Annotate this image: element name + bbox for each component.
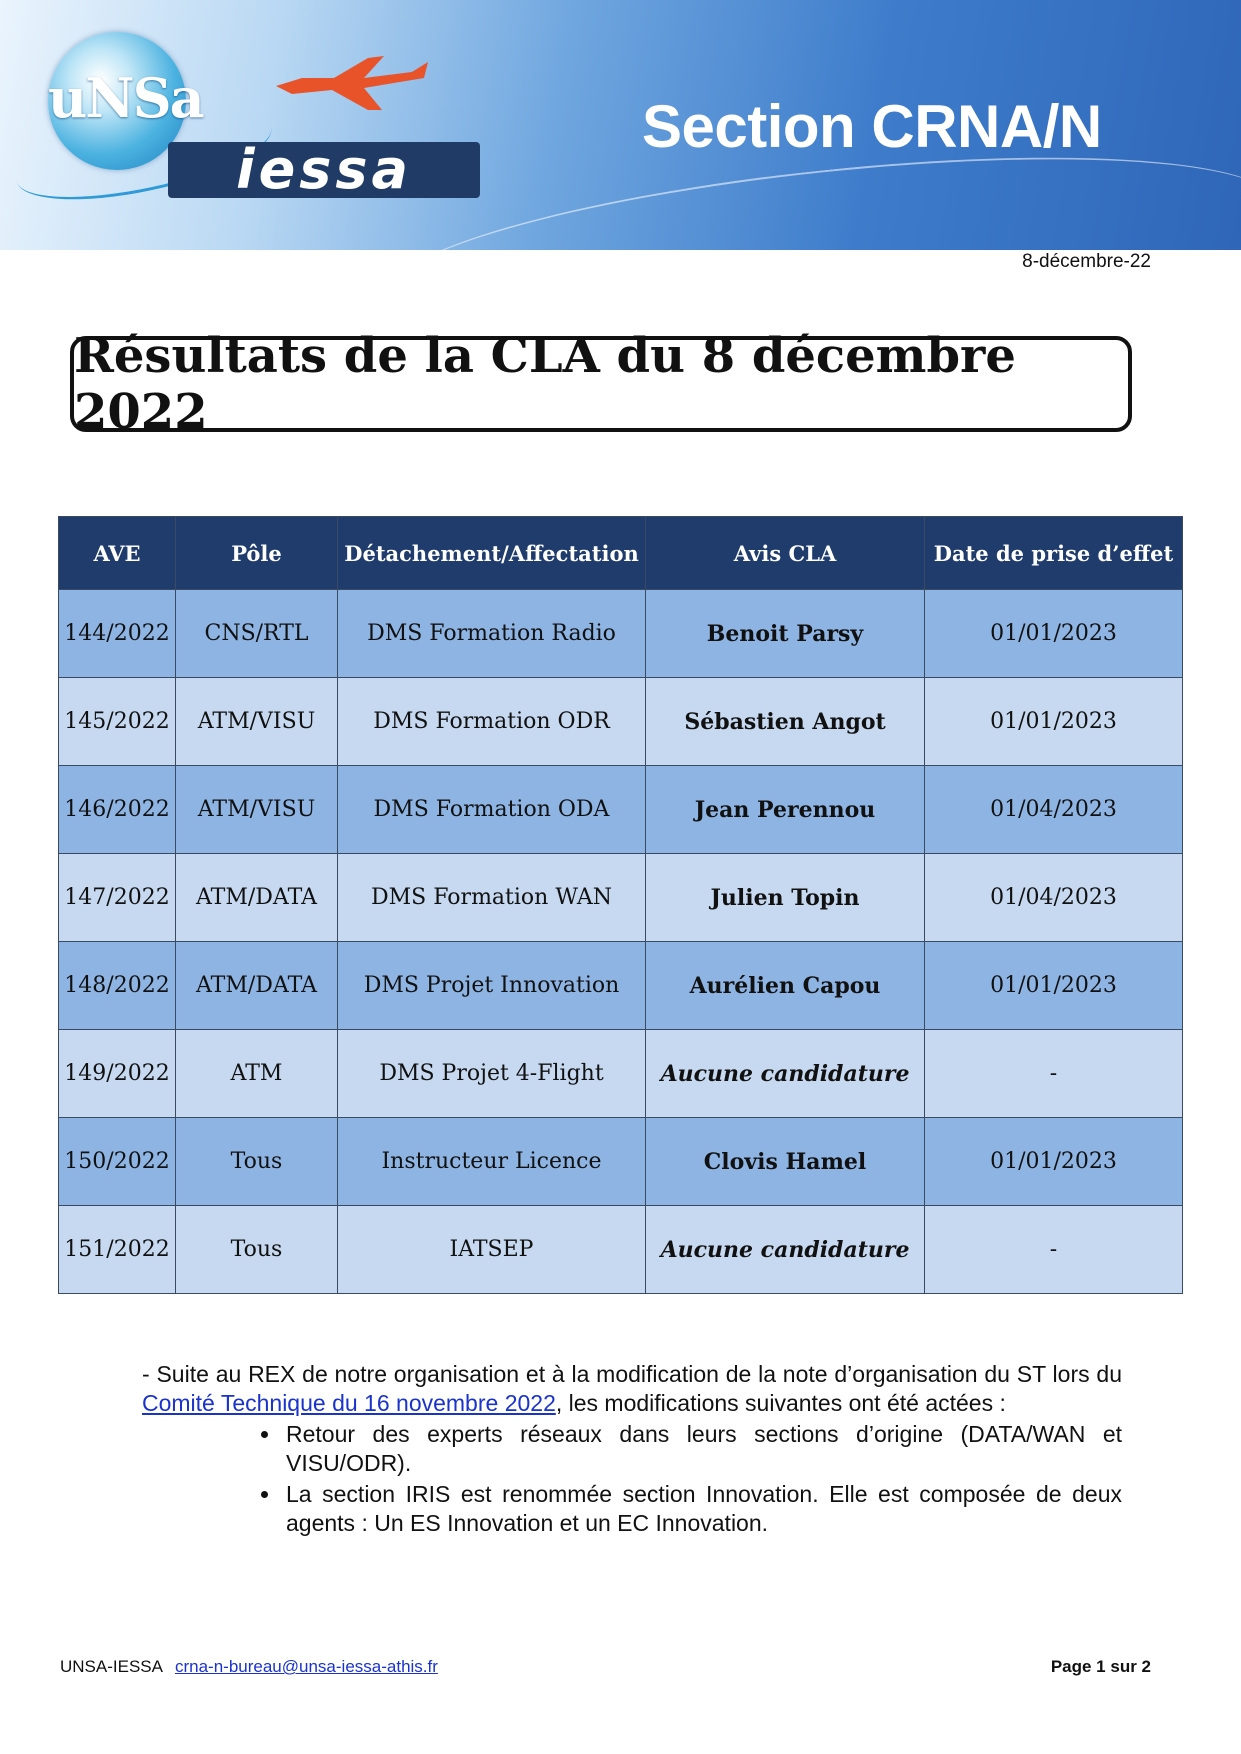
footer-org: UNSA-IESSA (60, 1657, 163, 1676)
column-header-pole: Pôle (176, 517, 338, 590)
cell-pole: ATM/VISU (176, 678, 338, 766)
footer-left (60, 1657, 438, 1677)
cell-date: 01/04/2023 (925, 766, 1183, 854)
document-title: Résultats de la CLA du 8 décembre 2022 (74, 328, 1016, 440)
cell-date: 01/01/2023 (925, 1118, 1183, 1206)
notes-intro-end: , les modifications suivantes ont été actées : (555, 1390, 1006, 1416)
cell-date: - (925, 1206, 1183, 1294)
table-row (59, 678, 1183, 766)
cell-poste: DMS Formation WAN (338, 854, 646, 942)
table-row (59, 1206, 1183, 1294)
cell-pole: CNS/RTL (176, 590, 338, 678)
cell-poste: DMS Projet Innovation (338, 942, 646, 1030)
cell-avis: Aucune candidature (646, 1030, 925, 1118)
cell-ave: 150/2022 (59, 1118, 176, 1206)
comite-technique-link[interactable]: Comité Technique du 16 novembre 2022 (142, 1390, 556, 1416)
notes-intro-text: - Suite au REX de notre organisation et à la modification de la note d’organisation du ST lors du (142, 1361, 1122, 1387)
cell-poste: IATSEP (338, 1206, 646, 1294)
cell-date: 01/01/2023 (925, 942, 1183, 1030)
cell-avis: Aurélien Capou (646, 942, 925, 1030)
section-title: Section CRNA/N (642, 93, 1102, 160)
cell-ave: 145/2022 (59, 678, 176, 766)
table-row (59, 1030, 1183, 1118)
cell-ave: 146/2022 (59, 766, 176, 854)
list-item: • Retour des experts réseaux dans leurs sections d’origine (DATA/WAN et VISU/ODR). (282, 1420, 1122, 1478)
list-item: • La section IRIS est renommée section Innovation. Elle est composée de deux agents : Un ES Innovation et un EC Innovation. (282, 1480, 1122, 1538)
unsa-logo-text: uNSa (48, 66, 203, 130)
cell-pole: Tous (176, 1206, 338, 1294)
cell-ave: 144/2022 (59, 590, 176, 678)
cell-poste: DMS Formation ODR (338, 678, 646, 766)
results-table (58, 516, 1183, 1294)
cell-poste: Instructeur Licence (338, 1118, 646, 1206)
notes-section (142, 1360, 1122, 1540)
cell-ave: 151/2022 (59, 1206, 176, 1294)
cell-avis: Sébastien Angot (646, 678, 925, 766)
cell-poste: DMS Formation ODA (338, 766, 646, 854)
cell-poste: DMS Formation Radio (338, 590, 646, 678)
column-header-detachement: Détachement/Affectation (338, 517, 646, 590)
cell-pole: ATM/DATA (176, 854, 338, 942)
table-row (59, 766, 1183, 854)
table-row (59, 1118, 1183, 1206)
page-number: Page 1 sur 2 (1050, 1657, 1151, 1676)
column-header-avis: Avis CLA (646, 517, 925, 590)
iessa-logo-text: iessa (236, 138, 412, 201)
unsa-logo (48, 32, 203, 170)
table-row (59, 942, 1183, 1030)
cell-date: 01/01/2023 (925, 678, 1183, 766)
document-date: 8-décembre-22 (1022, 251, 1151, 272)
table-row (59, 590, 1183, 678)
cell-ave: 149/2022 (59, 1030, 176, 1118)
notes-bullet-list (142, 1420, 1122, 1538)
airplane-icon (272, 48, 432, 118)
notes-intro (142, 1360, 1122, 1418)
header-banner (0, 0, 1241, 250)
cell-avis: Jean Perennou (646, 766, 925, 854)
cell-pole: Tous (176, 1118, 338, 1206)
footer-email-link[interactable]: crna-n-bureau@unsa-iessa-athis.fr (174, 1657, 438, 1676)
cell-avis: Julien Topin (646, 854, 925, 942)
cell-ave: 147/2022 (59, 854, 176, 942)
cell-pole: ATM/VISU (176, 766, 338, 854)
cell-poste: DMS Projet 4-Flight (338, 1030, 646, 1118)
cell-date: 01/01/2023 (925, 590, 1183, 678)
cell-avis: Benoit Parsy (646, 590, 925, 678)
cell-avis: Clovis Hamel (646, 1118, 925, 1206)
column-header-ave: AVE (59, 517, 176, 590)
cell-ave: 148/2022 (59, 942, 176, 1030)
table-row (59, 854, 1183, 942)
iessa-logo (168, 138, 480, 201)
cell-date: - (925, 1030, 1183, 1118)
cell-pole: ATM/DATA (176, 942, 338, 1030)
cell-pole: ATM (176, 1030, 338, 1118)
table-header-row (59, 517, 1183, 590)
cell-avis: Aucune candidature (646, 1206, 925, 1294)
column-header-date: Date de prise d’effet (925, 517, 1183, 590)
cell-date: 01/04/2023 (925, 854, 1183, 942)
title-box (70, 328, 1132, 440)
